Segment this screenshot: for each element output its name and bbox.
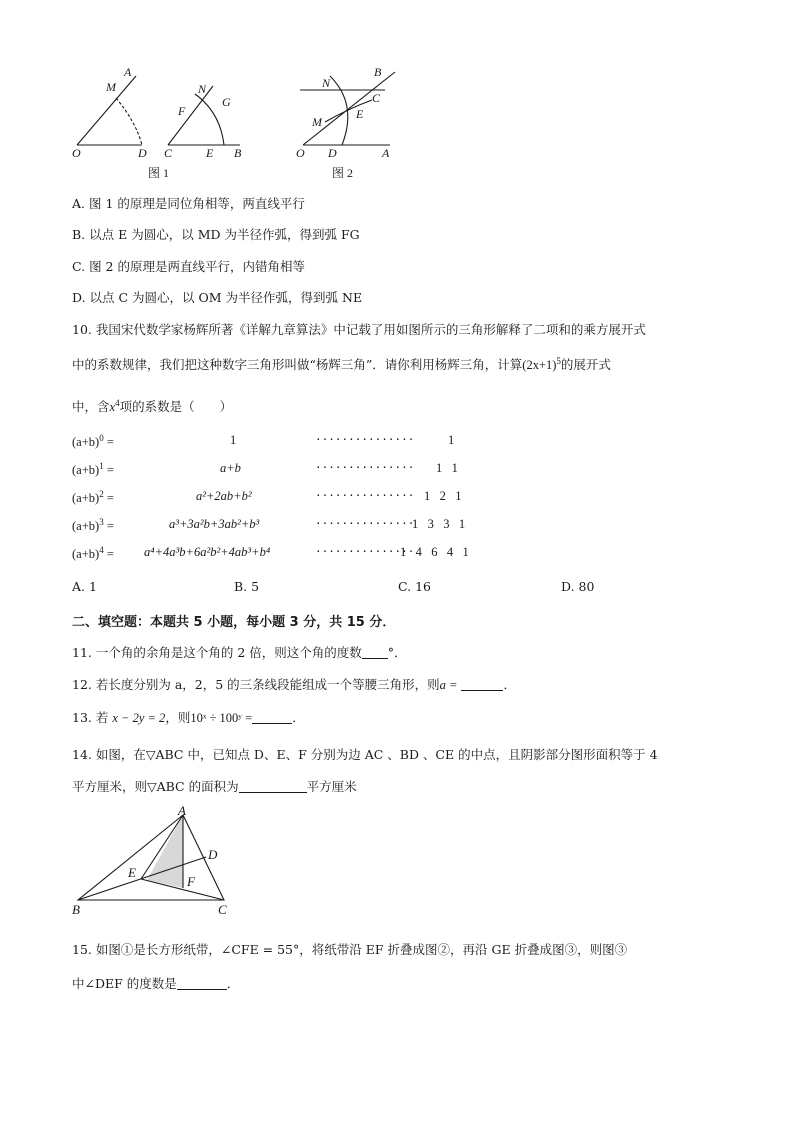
q14-label-D: D [208, 847, 218, 862]
yanghui-row-expansion: 1 [230, 433, 237, 447]
q14-line2-text-a: 平方厘米，则▽ABC 的面积为 [72, 779, 239, 794]
q13-text-mid: ，则 [165, 710, 191, 725]
lhs-base: (a+b) [72, 435, 100, 450]
lhs-exponent: 0 [99, 433, 104, 443]
q10-option-b: B. 5 [234, 579, 260, 594]
q14-label-C: C [218, 902, 227, 917]
figure-2 [300, 72, 395, 145]
q10-line3-exponent: 4 [115, 397, 120, 408]
yanghui-row-lhs: $(a+b)^3$ = [72, 517, 114, 534]
fig2-label-B: B [374, 65, 382, 79]
q9-option-b [72, 225, 360, 243]
yanghui-row-dots: ··············· [315, 461, 415, 474]
q12-text-a: 12. 若长度分别为 a，2，5 的三条线段能组成一个等腰三角形，则 [72, 677, 440, 692]
lhs-base: (a+b) [72, 463, 100, 478]
yanghui-row-dots: ··············· [315, 517, 415, 530]
option-text: 图 2 的原理是两直线平行，内错角相等 [89, 259, 305, 274]
option-text: 以点 E 为圆心，以 MD 为半径作弧，得到弧 FG [89, 227, 360, 242]
q9-option-c [72, 257, 305, 275]
yanghui-row-coeffs: 1 1 [436, 461, 458, 475]
q9-option-d [72, 288, 362, 306]
option-key: A. [72, 196, 86, 211]
triangle-abc [78, 815, 224, 900]
fig2-caption: 图 2 [332, 166, 354, 180]
lhs-base: (a+b) [72, 491, 100, 506]
yanghui-row-expansion: a+b [220, 461, 241, 475]
q10-line2-expr: (2x+1) [522, 358, 557, 372]
figure-1 [77, 76, 240, 145]
q10-line3-text-b: 项的系数是（ ） [119, 399, 233, 414]
lhs-exponent: 2 [99, 489, 104, 499]
q9-figures [60, 60, 420, 185]
q11-text-a: 11. 一个角的余角是这个角的 2 倍，则这个角的度数 [72, 645, 362, 660]
shaded-region [147, 815, 183, 888]
q14-line2-text-b: 平方厘米 [306, 779, 357, 794]
fig1-label-F: F [178, 104, 186, 118]
lhs-base: (a+b) [72, 547, 100, 562]
q14-label-F: F [187, 874, 195, 889]
yanghui-row-dots: ··············· [315, 545, 415, 558]
q14-triangle-figure [66, 805, 241, 920]
option-key: C. [72, 259, 86, 274]
fig1-label-G: G [222, 95, 231, 109]
yanghui-row-expansion: a⁴+4a³b+6a²b²+4ab³+b⁴ [144, 545, 271, 559]
yanghui-row-expansion: a²+2ab+b² [196, 489, 252, 503]
q13-answer-blank[interactable] [252, 711, 292, 724]
fig1-label-A: A [124, 65, 132, 79]
yanghui-row-expansion: a³+3a²b+3ab²+b³ [169, 517, 260, 531]
fig2-label-E: E [356, 107, 364, 121]
yanghui-row-coeffs: 1 4 6 4 1 [400, 545, 469, 559]
q10-line3 [72, 397, 232, 415]
fig1-label-M: M [106, 80, 116, 94]
q10-line2 [72, 355, 611, 373]
fig2-label-D: D [328, 146, 337, 160]
yanghui-row-lhs: $(a+b)^2$ = [72, 489, 114, 506]
q14-label-A: A [178, 805, 186, 818]
q14-label-E: E [128, 865, 136, 880]
q12-var: a = [439, 678, 458, 692]
q13 [72, 708, 305, 726]
fig1-label-E: E [206, 146, 214, 160]
q14-answer-blank[interactable] [239, 780, 307, 793]
fig1-label-N: N [198, 82, 207, 96]
q13-expr2: 10ˣ ÷ 100ʸ = [190, 711, 253, 725]
q14-line1: 14. 如图，在▽ABC 中，已知点 D、E、F 分别为边 AC 、BD 、CE 的中点，且阴影部分图形面积等于 4 [72, 747, 658, 762]
q9-option-a [72, 194, 305, 212]
q10-line2-exponent: 5 [556, 355, 561, 366]
q11 [72, 643, 407, 661]
yanghui-row-lhs: $(a+b)^1$ = [72, 461, 114, 478]
q10-option-a: A. 1 [72, 579, 97, 594]
q12-answer-blank[interactable] [461, 678, 503, 691]
lhs-exponent: 4 [99, 545, 104, 555]
q10-line2-text-a: 中的系数规律，我们把这种数字三角形叫做“杨辉三角”．请你利用杨辉三角，计算 [72, 357, 523, 372]
fig2-label-N: N [322, 76, 331, 90]
q14-label-B: B [72, 902, 80, 917]
q10-option-d: D. 80 [561, 579, 595, 594]
q15-line1: 15. 如图①是长方形纸带，∠CFE = 55°，将纸带沿 EF 折叠成图②，再沿 GE 折叠成图③，则图③ [72, 942, 628, 957]
q15-line2-text-b: ． [226, 976, 240, 991]
q10-line3-text-a: 中，含 [72, 399, 110, 414]
q14-line2 [72, 777, 357, 795]
fig1-label-D: D [138, 146, 147, 160]
lhs-base: (a+b) [72, 519, 100, 534]
fig2-label-M: M [312, 115, 322, 129]
q10-line2-text-b: 的展开式 [560, 357, 611, 372]
q13-text-a: 13. 若 [72, 710, 109, 725]
q11-answer-blank[interactable] [362, 646, 388, 659]
fig1-label-O: O [72, 146, 81, 160]
fig1-caption: 图 1 [148, 166, 170, 180]
option-key: D. [72, 290, 86, 305]
q13-expr: x − 2y = 2 [112, 711, 166, 725]
q10-line3-var: x [109, 400, 116, 414]
fig1-label-C: C [164, 146, 173, 160]
yanghui-row-lhs: $(a+b)^0$ = [72, 433, 114, 450]
q15-line2 [72, 974, 239, 992]
fig1-label-B: B [234, 146, 242, 160]
q10-option-c: C. 16 [398, 579, 431, 594]
fig2-label-A: A [382, 146, 390, 160]
q10-line1: 10. 我国宋代数学家杨辉所著《详解九章算法》中记载了用如图所示的三角形解释了二项和的乘方展开式 [72, 322, 646, 337]
q12-text-b: ． [503, 677, 516, 692]
fig2-label-O: O [296, 146, 305, 160]
yanghui-row-lhs: $(a+b)^4$ = [72, 545, 114, 562]
yanghui-row-coeffs: 1 2 1 [424, 489, 462, 503]
lhs-exponent: 1 [99, 461, 104, 471]
q15-line2-text-a: 中∠DEF 的度数是 [72, 976, 177, 991]
section-title: 二、填空题：本题共 5 小题，每小题 3 分，共 15 分． [72, 615, 396, 630]
q13-text-b: ． [292, 710, 305, 725]
option-text: 以点 C 为圆心，以 OM 为半径作弧，得到弧 NE [89, 290, 363, 305]
option-key: B. [72, 227, 86, 242]
yanghui-row-dots: ··············· [315, 433, 415, 446]
q11-text-b: °． [387, 645, 407, 660]
yanghui-row-coeffs: 1 [448, 433, 455, 447]
q15-answer-blank[interactable] [177, 977, 227, 990]
fig2-label-C: C [372, 91, 381, 105]
yanghui-row-coeffs: 1 3 3 1 [412, 517, 466, 531]
q12 [72, 675, 516, 693]
yanghui-row-dots: ··············· [315, 489, 415, 502]
lhs-exponent: 3 [99, 517, 104, 527]
option-text: 图 1 的原理是同位角相等，两直线平行 [89, 196, 305, 211]
